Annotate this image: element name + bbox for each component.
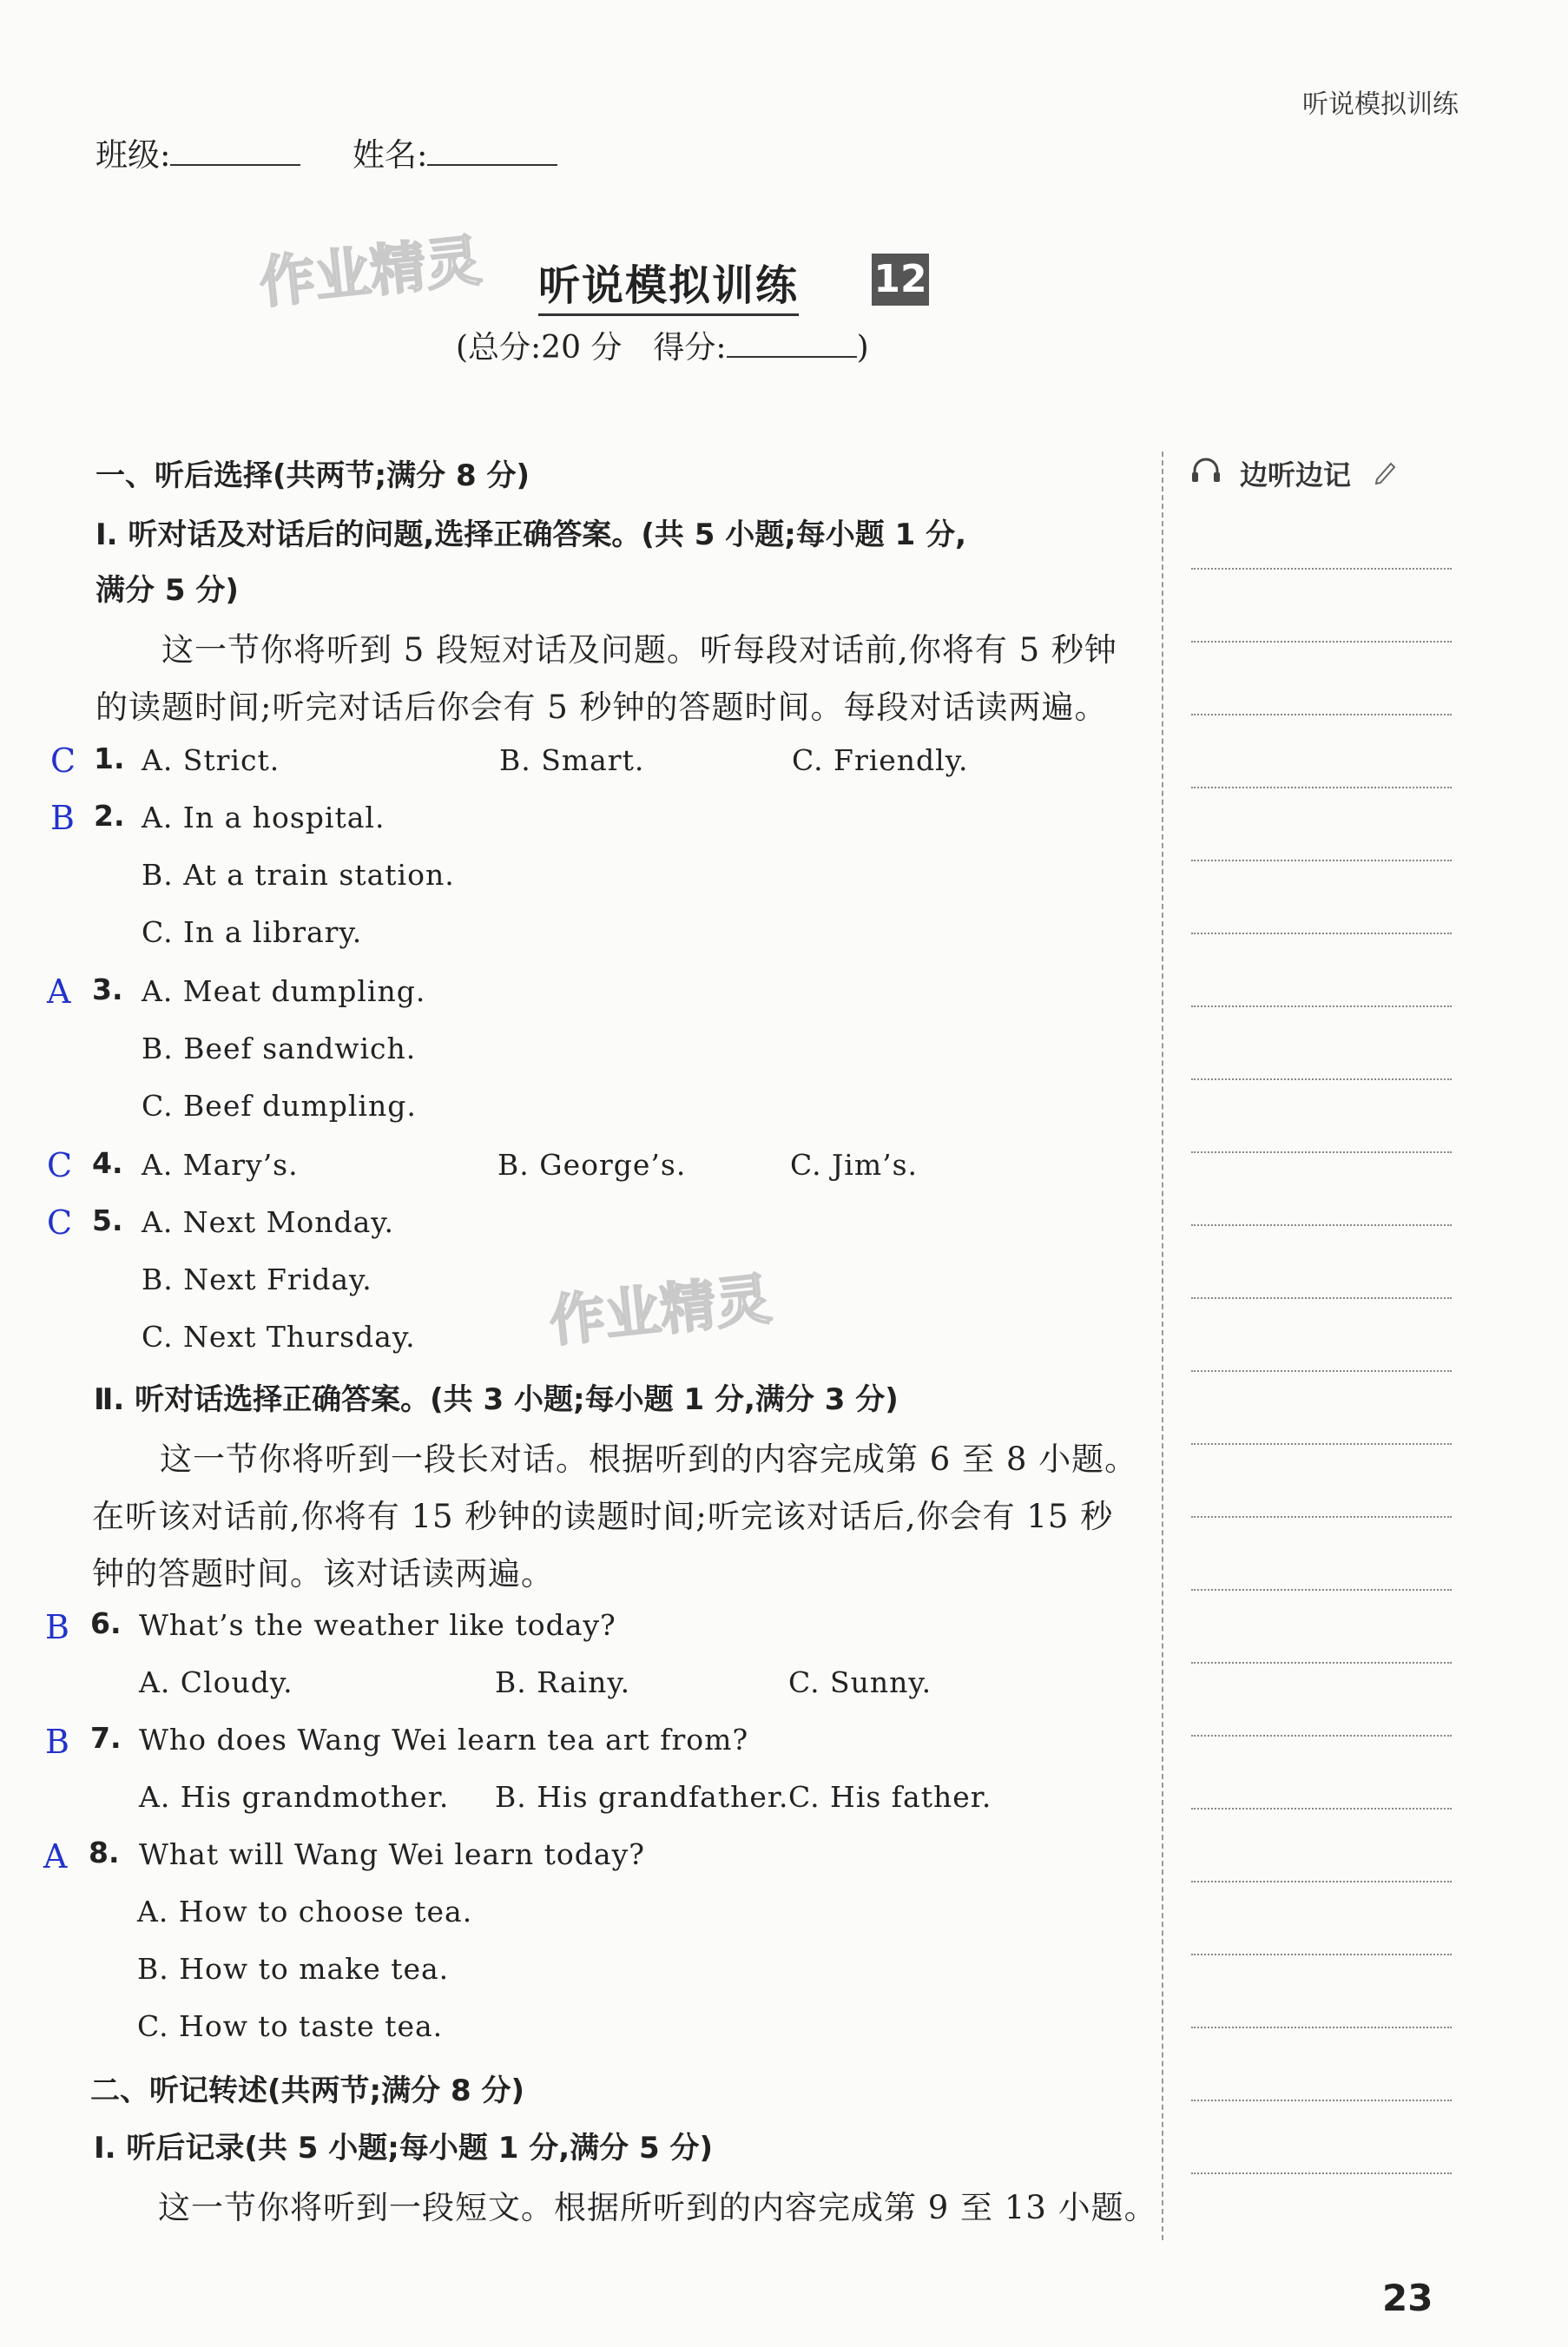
note-line[interactable] xyxy=(1191,1662,1452,1664)
option-c[interactable]: C. Sunny. xyxy=(788,1665,932,1699)
page-title: 听说模拟训练 xyxy=(538,252,799,316)
note-line[interactable] xyxy=(1191,1151,1452,1153)
note-line[interactable] xyxy=(1191,1224,1452,1226)
note-line[interactable] xyxy=(1191,1297,1452,1299)
answer-mark: C xyxy=(50,742,76,780)
option-b[interactable]: B. Beef sandwich. xyxy=(142,1032,417,1065)
name-blank[interactable] xyxy=(427,138,557,166)
option-c[interactable]: C. In a library. xyxy=(142,915,363,949)
score-line: (总分:20 分 得分: ) xyxy=(456,330,869,366)
question-stem: Who does Wang Wei learn tea art from? xyxy=(139,1723,749,1757)
option-a[interactable]: A. Mary’s. xyxy=(142,1148,299,1182)
option-c[interactable]: C. Beef dumpling. xyxy=(142,1089,417,1123)
class-label: 班级: xyxy=(96,136,171,174)
pencil-icon xyxy=(1372,458,1398,485)
question-number: 4. xyxy=(92,1146,123,1180)
note-line[interactable] xyxy=(1191,1078,1452,1080)
part1-s2-instruction-cont: 在听该对话前,你将有 15 秒钟的读题时间;听完该对话后,你会有 15 秒 xyxy=(92,1498,1114,1535)
answer-mark: B xyxy=(50,799,75,837)
question-stem: What will Wang Wei learn today? xyxy=(139,1837,645,1871)
part1-s1-heading-cont: 满分 5 分) xyxy=(96,573,239,608)
option-a[interactable]: A. Next Monday. xyxy=(142,1205,395,1239)
note-line[interactable] xyxy=(1191,1808,1452,1810)
note-line[interactable] xyxy=(1191,2027,1452,2028)
watermark-logo: 作业精灵 xyxy=(546,1267,774,1355)
note-line[interactable] xyxy=(1191,1589,1452,1591)
part2-s1-heading: Ⅰ. 听后记录(共 5 小题;每小题 1 分,满分 5 分) xyxy=(94,2131,713,2166)
question-number: 5. xyxy=(92,1203,123,1237)
note-line[interactable] xyxy=(1191,2172,1452,2174)
note-line[interactable] xyxy=(1191,1954,1452,1955)
option-a[interactable]: A. His grandmother. xyxy=(139,1780,450,1814)
option-b[interactable]: B. At a train station. xyxy=(142,858,455,892)
note-line[interactable] xyxy=(1191,1881,1452,1882)
note-line[interactable] xyxy=(1191,2100,1452,2101)
option-a[interactable]: A. How to choose tea. xyxy=(137,1895,473,1928)
note-line[interactable] xyxy=(1191,860,1452,861)
option-b[interactable]: B. Rainy. xyxy=(495,1665,631,1699)
note-line[interactable] xyxy=(1191,1005,1452,1007)
option-c[interactable]: C. His father. xyxy=(788,1780,992,1814)
option-a[interactable]: A. Cloudy. xyxy=(139,1665,293,1699)
option-b[interactable]: B. How to make tea. xyxy=(137,1952,450,1986)
option-c[interactable]: C. Friendly. xyxy=(792,743,969,777)
note-line[interactable] xyxy=(1191,933,1452,934)
answer-mark: C xyxy=(47,1146,73,1184)
question-number: 7. xyxy=(90,1721,122,1755)
part1-s2-heading: Ⅱ. 听对话选择正确答案。(共 3 小题;每小题 1 分,满分 3 分) xyxy=(94,1382,899,1417)
answer-mark: A xyxy=(47,972,71,1011)
part1-s2-instruction: 这一节你将听到一段长对话。根据听到的内容完成第 6 至 8 小题。 xyxy=(160,1441,1138,1478)
note-line[interactable] xyxy=(1191,568,1452,570)
lesson-number-badge: 12 xyxy=(872,254,929,306)
answer-mark: B xyxy=(45,1723,69,1761)
option-b[interactable]: B. George’s. xyxy=(497,1148,687,1182)
note-line[interactable] xyxy=(1191,1370,1452,1372)
watermark-logo: 作业精灵 xyxy=(256,228,484,317)
note-line[interactable] xyxy=(1191,1443,1452,1445)
part1-s2-instruction-cont: 钟的答题时间。该对话读两遍。 xyxy=(92,1555,554,1592)
question-stem: What’s the weather like today? xyxy=(139,1608,616,1642)
note-line[interactable] xyxy=(1191,1516,1452,1518)
question-number: 6. xyxy=(90,1606,122,1640)
student-info xyxy=(96,129,557,175)
class-blank[interactable] xyxy=(170,138,300,166)
option-b[interactable]: B. Next Friday. xyxy=(142,1263,372,1296)
part1-heading: 一、听后选择(共两节;满分 8 分) xyxy=(96,458,530,493)
option-a[interactable]: A. Meat dumpling. xyxy=(142,974,426,1008)
question-number: 1. xyxy=(94,742,125,775)
answer-mark: B xyxy=(45,1608,69,1646)
score-blank[interactable] xyxy=(727,330,857,358)
part2-s1-instruction: 这一节你将听到一段短文。根据所听到的内容完成第 9 至 13 小题。 xyxy=(158,2189,1157,2226)
part1-s1-instruction-cont: 的读题时间;听完对话后你会有 5 秒钟的答题时间。每段对话读两遍。 xyxy=(96,689,1108,726)
question-number: 8. xyxy=(89,1836,120,1869)
question-number: 3. xyxy=(92,972,123,1006)
option-a[interactable]: A. In a hospital. xyxy=(142,801,385,834)
option-a[interactable]: A. Strict. xyxy=(142,743,280,777)
part2-heading: 二、听记转述(共两节;满分 8 分) xyxy=(90,2073,525,2108)
note-line[interactable] xyxy=(1191,641,1452,643)
section-tag: 听说模拟训练 xyxy=(1302,89,1459,120)
part1-s1-instruction: 这一节你将听到 5 段短对话及问题。听每段对话前,你将有 5 秒钟 xyxy=(161,631,1117,669)
headphone-icon xyxy=(1191,457,1221,483)
option-c[interactable]: C. Jim’s. xyxy=(790,1148,919,1182)
option-b[interactable]: B. Smart. xyxy=(499,743,645,777)
answer-mark: C xyxy=(47,1203,73,1242)
option-c[interactable]: C. Next Thursday. xyxy=(142,1320,416,1354)
page-number: 23 xyxy=(1382,2277,1433,2319)
notes-title: 边听边记 xyxy=(1240,458,1352,491)
part1-s1-heading: Ⅰ. 听对话及对话后的问题,选择正确答案。(共 5 小题;每小题 1 分, xyxy=(96,518,967,552)
option-c[interactable]: C. How to taste tea. xyxy=(137,2009,444,2043)
name-label: 姓名: xyxy=(352,136,428,174)
option-b[interactable]: B. His grandfather. xyxy=(495,1780,789,1814)
note-line[interactable] xyxy=(1191,1735,1452,1737)
note-line[interactable] xyxy=(1191,787,1452,788)
answer-mark: A xyxy=(43,1837,68,1876)
notes-divider xyxy=(1162,452,1163,2240)
question-number: 2. xyxy=(94,799,125,833)
note-line[interactable] xyxy=(1191,714,1452,715)
